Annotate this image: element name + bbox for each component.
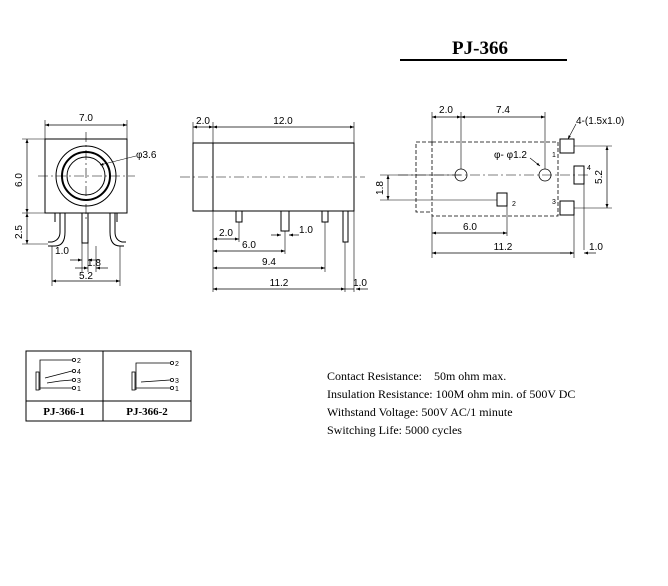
spec-list: [327, 369, 575, 437]
top-dim-b: 7.4: [496, 105, 510, 116]
top-dim-pitch: 5.2: [594, 170, 605, 184]
side-dim-tail: 1.0: [353, 278, 367, 289]
top-dim-offset: 1.8: [375, 181, 386, 195]
front-pin-center: [82, 213, 88, 243]
front-dim-hole: φ3.6: [136, 150, 157, 161]
pj3661-pin-label-3: 3: [77, 378, 81, 385]
front-pin-left: [48, 213, 60, 242]
top-dim-hole: φ- φ1.2: [494, 150, 527, 161]
top-pad-label-2: 2: [512, 201, 516, 208]
pj3661-pin-label-1: 2: [77, 358, 81, 365]
pj3662-pin-label-1: 2: [175, 361, 179, 368]
part-title: PJ-366: [452, 38, 508, 59]
side-pin-4: [343, 211, 348, 242]
top-pad-label-4: 4: [587, 165, 591, 172]
front-dim-pin-a: 1.0: [55, 246, 69, 257]
side-pin-2: [281, 211, 289, 231]
spec-switching-life: Switching Life: 5000 cycles: [327, 423, 462, 437]
top-pad-1: [560, 139, 574, 153]
pj3662-pin-label-2: 3: [175, 378, 179, 385]
variant-label-pj-366-2: PJ-366-2: [126, 406, 168, 418]
front-view: [22, 120, 136, 286]
side-dim-pin3: 9.4: [262, 257, 276, 268]
pj3661-pin-label-4: 1: [77, 386, 81, 393]
side-dim-collar: 2.0: [196, 116, 210, 127]
side-dim-body: 12.0: [273, 116, 293, 127]
top-collar-outline: [416, 142, 432, 212]
top-pad-label-3: 3: [552, 199, 556, 206]
top-pad-3: [560, 201, 574, 215]
front-dim-height: 6.0: [14, 173, 25, 187]
side-dim-pin-width: 1.0: [299, 225, 313, 236]
spec-contact-resistance: Contact Resistance: 50m ohm max.: [327, 369, 507, 383]
side-pin-3: [322, 211, 328, 222]
side-dim-pin1: 2.0: [219, 228, 233, 239]
variant-label-pj-366-1: PJ-366-1: [43, 406, 85, 418]
spec-insulation-resistance: Insulation Resistance: 100M ohm min. of 500V DC: [327, 387, 576, 401]
front-dim-width: 7.0: [79, 113, 93, 124]
side-dim-pin2: 6.0: [242, 240, 256, 251]
pj3661-pin-label-2: 4: [77, 369, 81, 376]
top-dim-a: 2.0: [439, 105, 453, 116]
front-dim-pin-height: 2.5: [14, 225, 25, 239]
top-pad-2: [497, 193, 507, 206]
top-view: [380, 112, 612, 258]
schematic-pj-366-1: [36, 358, 76, 390]
side-dim-total: 11.2: [269, 278, 289, 289]
front-dim-pin-span: 5.2: [79, 271, 93, 282]
side-pin-1: [236, 211, 242, 222]
front-pin-left-inner: [48, 213, 65, 246]
schematic-pj-366-2: [132, 361, 174, 390]
top-dim-c: 6.0: [463, 222, 477, 233]
front-dim-pin-b: 1.8: [87, 258, 101, 269]
top-dim-pads: 4-(1.5x1.0): [576, 116, 625, 127]
spec-withstand-voltage: Withstand Voltage: 500V AC/1 minute: [327, 405, 513, 419]
top-dim-tail: 1.0: [589, 242, 603, 253]
top-pad-label-1: 1: [552, 152, 556, 159]
top-dim-total: 11.2: [493, 242, 513, 253]
pj3662-pin-label-3: 1: [175, 386, 179, 393]
